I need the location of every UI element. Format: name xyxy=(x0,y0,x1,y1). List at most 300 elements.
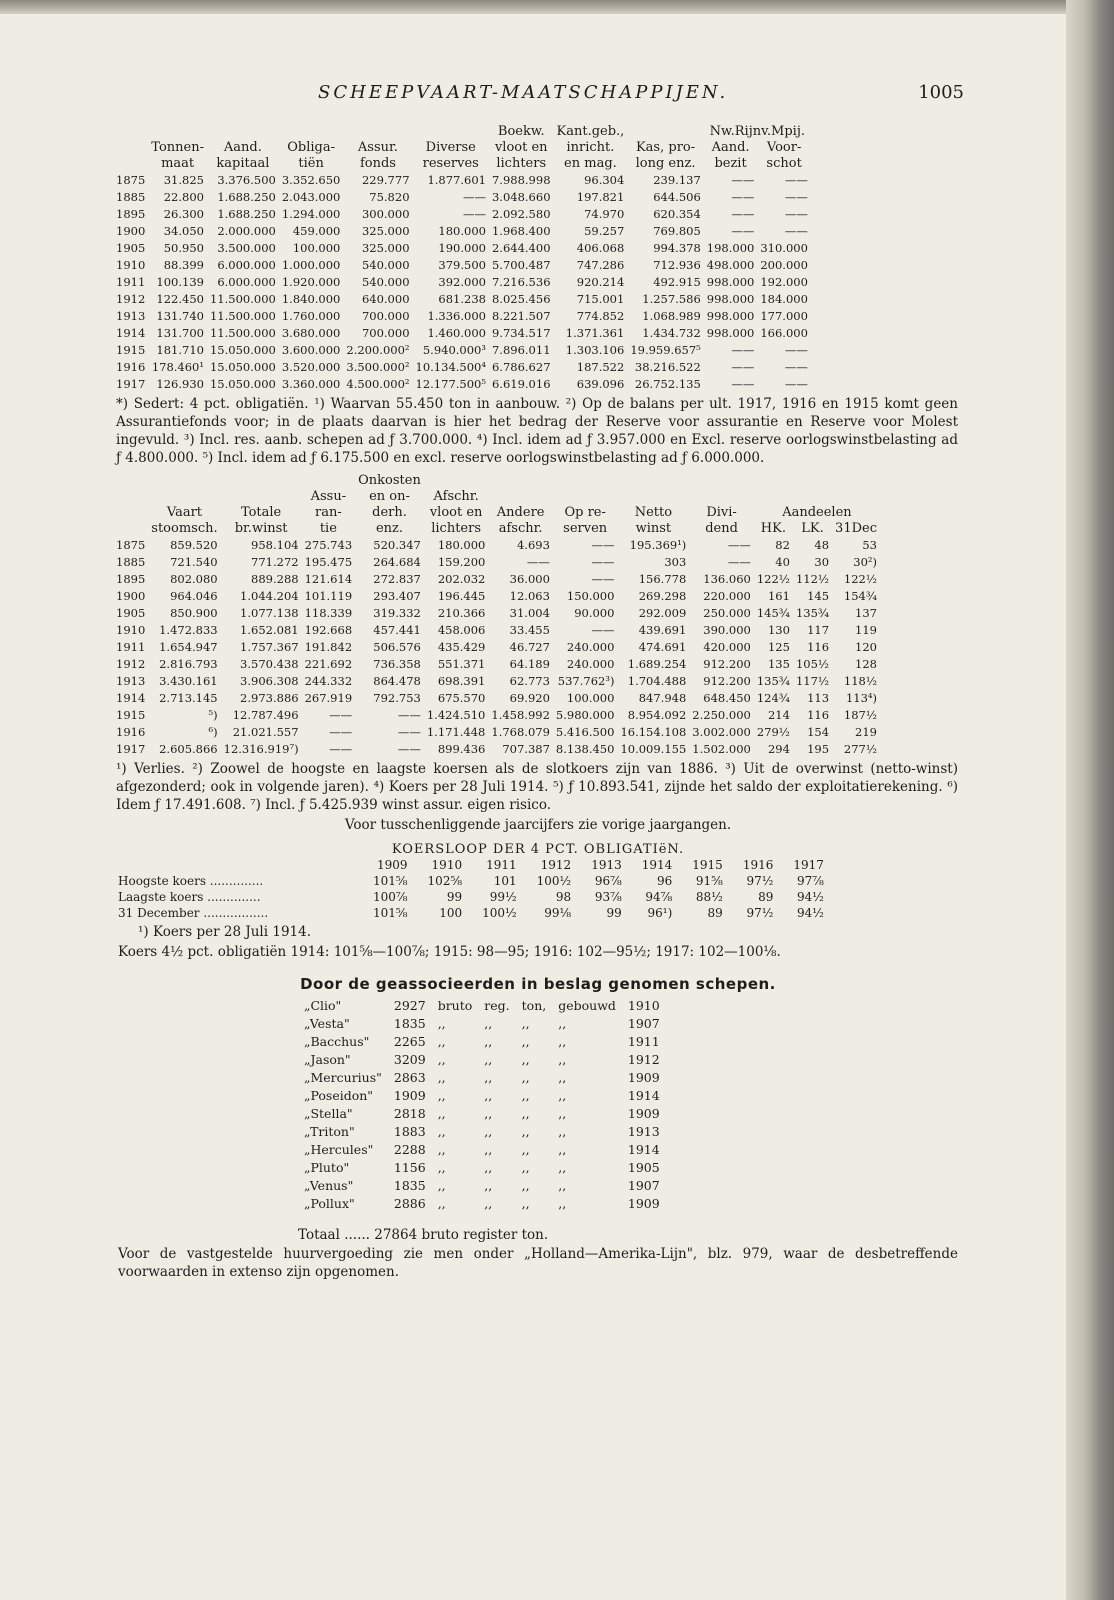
table-cell: 190.000 xyxy=(438,241,486,255)
table-cell: 1.336.000 xyxy=(427,309,486,323)
table-cell: 116 xyxy=(807,708,830,722)
ship-c1-cell: ,, xyxy=(437,1088,446,1103)
table-cell: 747.286 xyxy=(576,258,625,272)
table-cell: —— xyxy=(731,343,755,357)
ship-c2-cell: ,, xyxy=(484,1034,493,1049)
table-cell: 889.288 xyxy=(251,572,299,586)
table-cell: 792.753 xyxy=(373,691,421,705)
table-row xyxy=(116,359,811,376)
ship-c2-cell: ,, xyxy=(484,1052,493,1067)
ship-c4-cell: ,, xyxy=(558,1016,567,1031)
ship-c1-cell: bruto xyxy=(437,998,473,1013)
table-cell: 26.752.135 xyxy=(634,377,701,391)
table-cell: 7.988.998 xyxy=(491,173,551,187)
table-cell: 3.048.660 xyxy=(491,190,551,204)
table-cell: 864.478 xyxy=(373,674,421,688)
ship-c4-cell: ,, xyxy=(558,1196,567,1211)
bond-years-row xyxy=(118,857,834,873)
table-cell: 50.950 xyxy=(163,241,204,255)
table-cell: 912.200 xyxy=(703,657,751,671)
table-cell: 681.238 xyxy=(438,292,486,306)
ship-c4-cell: ,, xyxy=(558,1124,567,1139)
ship-c2-cell: reg. xyxy=(484,998,510,1013)
table-row xyxy=(116,274,811,291)
price-cell: 96¹) xyxy=(647,906,673,920)
table-cell: 2.605.866 xyxy=(159,742,218,756)
ship-c3-cell: ,, xyxy=(521,1088,530,1103)
table-cell: 101.119 xyxy=(304,589,353,603)
table-cell: 125 xyxy=(767,640,790,654)
year-cell: 1917 xyxy=(116,742,146,756)
balance-table-notes: *) Sedert: 4 pct. obligatiën. ¹) Waarvan 55.450 ton in aanbouw. ²) Op de balans per ult. 1917, 1916 en 1915 komt geen Assurantiefonds voor; in de plaats daarvan is hier het bedrag der Reserve voor assurantie en Reserve voor Molest ingevuld. ³) Incl. res. aanb. schepen ad ƒ 3.700.000. ⁴) Incl. idem ad ƒ 3.957.000 en Excl. reserve oorlogswinstbelasting ad ƒ 4.800.000. ⁵) Incl. idem ad ƒ 6.175.500 en excl. reserve oorlogswinstbelasting ad ƒ 6.000.000. xyxy=(116,396,958,466)
header-cell: HK. xyxy=(760,521,786,536)
page-content xyxy=(116,82,964,1283)
header-cell: Totale xyxy=(240,505,282,520)
header-cell xyxy=(116,489,148,505)
table-cell: —— xyxy=(591,538,615,552)
bond-price-note-2: Koers 4½ pct. obligatiën 1914: 101⅝—100⅞; 1915: 98—95; 1916: 102—95½; 1917: 102—100⅛. xyxy=(118,944,781,960)
header-cell: Aand. xyxy=(223,140,262,155)
row-label: 31 December ................. xyxy=(118,906,269,920)
table-cell: 100.000 xyxy=(566,691,615,705)
table-header-row xyxy=(116,473,892,489)
table-row xyxy=(116,707,892,724)
table-cell: 1.044.204 xyxy=(240,589,299,603)
table-cell: 192.000 xyxy=(760,275,808,289)
ship-c1-cell: ,, xyxy=(437,1178,446,1193)
table-cell: 1.472.833 xyxy=(159,623,218,637)
ship-year-cell: 1912 xyxy=(627,1052,660,1067)
ship-c3-cell: ,, xyxy=(521,1052,530,1067)
header-cell: vloot en xyxy=(429,505,483,520)
table-cell: 118.339 xyxy=(304,606,353,620)
table-cell: 899.436 xyxy=(437,742,486,756)
header-cell: Vaart xyxy=(166,505,203,520)
table-cell: 118½ xyxy=(843,674,877,688)
year-header: 1916 xyxy=(742,858,774,872)
ship-c2-cell: ,, xyxy=(484,1178,493,1193)
ship-year-cell: 1911 xyxy=(627,1034,660,1049)
table-cell: 1.877.601 xyxy=(427,173,486,187)
header-cell xyxy=(148,489,220,505)
year-cell: 1910 xyxy=(116,258,146,272)
year-cell: 1885 xyxy=(116,190,146,204)
table-cell: 122½ xyxy=(756,572,790,586)
table-cell: 325.000 xyxy=(361,241,410,255)
header-cell xyxy=(116,521,148,537)
table-cell: 1.502.000 xyxy=(692,742,751,756)
ship-c1-cell: ,, xyxy=(437,1052,446,1067)
header-cell xyxy=(424,473,489,489)
table-row xyxy=(116,325,811,342)
table-header-row xyxy=(116,156,811,172)
table-cell: 7.216.536 xyxy=(491,275,551,289)
year-cell: 1911 xyxy=(116,275,146,289)
table-cell: 15.050.000 xyxy=(209,360,276,374)
table-cell: 198.000 xyxy=(706,241,755,255)
header-cell: Obliga- xyxy=(287,140,335,155)
table-cell: 420.000 xyxy=(703,640,751,654)
table-cell: —— xyxy=(784,207,808,221)
ship-c1-cell: ,, xyxy=(437,1034,446,1049)
header-cell: Voor- xyxy=(766,140,802,155)
ship-year-cell: 1909 xyxy=(627,1106,660,1121)
header-cell: LK. xyxy=(801,521,824,536)
table-cell: 2.092.580 xyxy=(491,207,551,221)
price-cell: 88½ xyxy=(695,890,723,904)
table-cell: 1.768.079 xyxy=(491,725,550,739)
table-cell: 4.500.000² xyxy=(346,377,410,391)
header-cell: Tonnen- xyxy=(151,140,204,155)
table-cell: 8.954.092 xyxy=(627,708,687,722)
table-cell: 90.000 xyxy=(574,606,615,620)
table-cell: 310.000 xyxy=(760,241,808,255)
table-row xyxy=(116,308,811,325)
year-cell: 1913 xyxy=(116,674,146,688)
table-cell: 30²) xyxy=(853,555,877,569)
table-cell: 12.063 xyxy=(509,589,550,603)
table-cell: —— xyxy=(731,207,755,221)
table-cell: 707.387 xyxy=(502,742,550,756)
header-cell: ran- xyxy=(314,505,342,520)
ship-c1-cell: ,, xyxy=(437,1106,446,1121)
table-cell: —— xyxy=(397,742,421,756)
table-cell: 244.332 xyxy=(304,674,353,688)
price-cell: 100⅞ xyxy=(373,890,408,904)
price-cell: 100 xyxy=(439,906,463,920)
year-cell: 1905 xyxy=(116,606,146,620)
table-cell: 6.786.627 xyxy=(491,360,551,374)
table-cell: 639.096 xyxy=(576,377,625,391)
table-cell: 240.000 xyxy=(566,657,615,671)
seized-ships-total: Totaal ...... 27864 bruto register ton. xyxy=(298,1227,549,1243)
table-header-row xyxy=(116,505,892,521)
table-cell: 219 xyxy=(855,725,877,739)
table-cell: 210.366 xyxy=(437,606,486,620)
table-cell: 40 xyxy=(775,555,790,569)
table-cell: 648.450 xyxy=(703,691,751,705)
price-cell: 93⅞ xyxy=(594,890,622,904)
table-cell: 3.500.000² xyxy=(346,360,410,374)
table-cell: —— xyxy=(784,224,808,238)
ship-c2-cell: ,, xyxy=(484,1070,493,1085)
year-cell: 1895 xyxy=(116,207,146,221)
row-label: Laagste koers .............. xyxy=(118,890,261,904)
table-cell: 31.004 xyxy=(509,606,550,620)
ship-c3-cell: ,, xyxy=(521,1178,530,1193)
header-cell xyxy=(116,140,148,156)
table-cell: 12.787.496 xyxy=(232,708,299,722)
price-cell: 94⅞ xyxy=(645,890,673,904)
year-header: 1910 xyxy=(431,858,463,872)
table-cell: 700.000 xyxy=(361,309,410,323)
table-row xyxy=(116,342,811,359)
ship-c4-cell: gebouwd xyxy=(558,998,616,1013)
header-cell: enz. xyxy=(375,521,404,536)
price-cell: 99½ xyxy=(489,890,517,904)
ship-c4-cell: ,, xyxy=(558,1034,567,1049)
year-header: 1913 xyxy=(591,858,622,872)
table-row xyxy=(116,189,811,206)
page-top-edge xyxy=(0,0,1114,14)
header-cell: Aandeelen xyxy=(782,505,852,520)
ship-year-cell: 1907 xyxy=(627,1178,660,1193)
table-cell: —— xyxy=(329,708,353,722)
header-cell: Andere xyxy=(496,505,545,520)
table-cell: 644.506 xyxy=(653,190,701,204)
table-cell: 7.896.011 xyxy=(491,343,551,357)
bond-price-row xyxy=(118,873,834,889)
ship-c4-cell: ,, xyxy=(558,1160,567,1175)
header-cell xyxy=(754,489,793,505)
table-cell: 435.429 xyxy=(437,640,486,654)
table-cell: 178.460¹ xyxy=(151,360,204,374)
price-cell: 97½ xyxy=(746,874,774,888)
table-cell: 1.654.947 xyxy=(159,640,218,654)
table-cell: 520.347 xyxy=(373,538,421,552)
table-cell: 2.816.793 xyxy=(159,657,218,671)
table-cell: 36.000 xyxy=(509,572,550,586)
table-cell: 184.000 xyxy=(760,292,808,306)
table-cell: 239.137 xyxy=(653,173,701,187)
table-cell: 166.000 xyxy=(760,326,808,340)
table-cell: —— xyxy=(591,555,615,569)
table-cell: 8.138.450 xyxy=(555,742,615,756)
table-cell: 540.000 xyxy=(361,275,410,289)
year-cell: 1916 xyxy=(116,725,146,739)
ship-name-cell: „Stella" xyxy=(304,1106,353,1121)
table-cell: 3.430.161 xyxy=(159,674,218,688)
table-cell: 319.332 xyxy=(373,606,421,620)
ship-name-cell: „Triton" xyxy=(304,1124,355,1139)
table-row xyxy=(116,673,892,690)
header-cell xyxy=(488,489,553,505)
year-header: 1917 xyxy=(793,858,824,872)
table-cell: 6.000.000 xyxy=(217,275,276,289)
table-row xyxy=(116,206,811,223)
table-cell: 3.680.000 xyxy=(281,326,341,340)
table-cell: 116 xyxy=(807,640,830,654)
year-header: 1911 xyxy=(486,858,517,872)
table-cell: 48 xyxy=(814,538,830,552)
table-cell: 21.021.557 xyxy=(232,725,299,739)
table-cell: 1.757.367 xyxy=(240,640,299,654)
header-cell xyxy=(116,124,148,140)
table-cell: 2.000.000 xyxy=(217,224,276,238)
table-cell: 128 xyxy=(855,657,877,671)
header-cell xyxy=(116,156,148,172)
ship-c1-cell: ,, xyxy=(437,1160,446,1175)
ship-c2-cell: ,, xyxy=(484,1142,493,1157)
table-cell: 22.800 xyxy=(163,190,204,204)
table-cell: 130 xyxy=(767,623,790,637)
table-cell: —— xyxy=(397,708,421,722)
ship-name-cell: „Jason" xyxy=(304,1052,351,1067)
ship-c3-cell: ,, xyxy=(521,1106,530,1121)
ship-c4-cell: ,, xyxy=(558,1052,567,1067)
ship-c2-cell: ,, xyxy=(484,1106,493,1121)
header-cell: kapitaal xyxy=(216,156,270,171)
ship-c4-cell: ,, xyxy=(558,1088,567,1103)
table-cell: 19.959.657⁵ xyxy=(630,343,701,357)
ship-row xyxy=(298,1069,666,1087)
table-cell: 994.378 xyxy=(653,241,701,255)
table-cell: 498.000 xyxy=(706,258,755,272)
table-cell: —— xyxy=(397,725,421,739)
table-cell: 100.139 xyxy=(156,275,204,289)
ship-year-cell: 1909 xyxy=(627,1070,660,1085)
table-cell: 119 xyxy=(855,623,877,637)
price-cell: 102⅝ xyxy=(427,874,463,888)
table-header-row xyxy=(116,521,892,537)
table-cell: —— xyxy=(329,742,353,756)
bond-price-row xyxy=(118,905,834,921)
table-cell: 100.000 xyxy=(292,241,341,255)
header-cell: fonds xyxy=(359,156,396,171)
header-cell: Onkosten xyxy=(358,473,421,488)
table-cell: 3.360.000 xyxy=(281,377,341,391)
ship-name-cell: „Vesta" xyxy=(304,1016,350,1031)
table-cell: 197.821 xyxy=(576,190,625,204)
table-row xyxy=(116,240,811,257)
table-cell: 137 xyxy=(855,606,877,620)
ship-c1-cell: ,, xyxy=(437,1142,446,1157)
table-cell: —— xyxy=(591,572,615,586)
header-cell: schot xyxy=(766,156,802,171)
table-cell: 202.032 xyxy=(437,572,486,586)
table-cell: 2.200.000² xyxy=(346,343,410,357)
table-cell: 220.000 xyxy=(703,589,751,603)
ship-year-cell: 1914 xyxy=(627,1088,660,1103)
table-row xyxy=(116,537,892,554)
year-cell: 1900 xyxy=(116,224,146,238)
table-cell: 458.006 xyxy=(437,623,486,637)
header-cell xyxy=(832,473,880,489)
header-cell xyxy=(488,473,553,489)
table-cell: 551.371 xyxy=(437,657,486,671)
table-cell: 998.000 xyxy=(706,292,755,306)
ship-c3-cell: ,, xyxy=(521,1124,530,1139)
table-cell: 3.570.438 xyxy=(240,657,299,671)
table-cell: 292.009 xyxy=(638,606,687,620)
table-cell: —— xyxy=(526,555,550,569)
page-number: 1005 xyxy=(918,82,964,103)
table-row xyxy=(116,376,811,393)
table-cell: 459.000 xyxy=(292,224,341,238)
table-cell: 736.358 xyxy=(373,657,421,671)
price-cell: 99⅛ xyxy=(544,906,572,920)
header-cell xyxy=(207,124,279,140)
ship-name-cell: „Clio" xyxy=(304,998,342,1013)
table-cell: 300.000 xyxy=(361,207,410,221)
header-cell: Kas, pro- xyxy=(635,140,696,155)
price-cell: 91⅝ xyxy=(695,874,723,888)
table-cell: 135 xyxy=(767,657,790,671)
ship-tons-cell: 2927 xyxy=(393,998,426,1013)
header-cell xyxy=(793,489,832,505)
table-cell: 200.000 xyxy=(760,258,808,272)
year-cell: 1917 xyxy=(116,377,146,391)
year-cell: 1905 xyxy=(116,241,146,255)
table-cell: 4.693 xyxy=(516,538,550,552)
ship-c1-cell: ,, xyxy=(437,1070,446,1085)
row-label: Hoogste koers .............. xyxy=(118,874,264,888)
ship-year-cell: 1907 xyxy=(627,1016,660,1031)
table-cell: 769.805 xyxy=(653,224,701,238)
header-cell xyxy=(221,489,302,505)
footer-note: Voor de vastgestelde huurvergoeding zie men onder „Holland—Amerika-Lijn", blz. 979, waar de desbetreffende voorwaarden in extenso zijn opgenomen. xyxy=(118,1246,958,1280)
ship-year-cell: 1910 xyxy=(627,998,660,1013)
year-cell: 1913 xyxy=(116,309,146,323)
ship-tons-cell: 3209 xyxy=(393,1052,426,1067)
ship-row xyxy=(298,1105,666,1123)
header-cell xyxy=(116,473,148,489)
table-cell: 150.000 xyxy=(566,589,615,603)
year-cell: 1912 xyxy=(116,657,146,671)
table-cell: 62.773 xyxy=(509,674,550,688)
header-cell: maat xyxy=(161,156,195,171)
table-cell: 406.068 xyxy=(576,241,625,255)
header-cell xyxy=(832,489,880,505)
table-cell: 721.540 xyxy=(170,555,218,569)
ship-year-cell: 1913 xyxy=(627,1124,660,1139)
ship-row xyxy=(298,1195,666,1213)
table-cell: —— xyxy=(462,190,486,204)
table-cell: 958.104 xyxy=(251,538,299,552)
table-cell: 250.000 xyxy=(703,606,751,620)
ship-tons-cell: 2265 xyxy=(393,1034,426,1049)
table-cell: 1.688.250 xyxy=(217,190,276,204)
table-cell: 675.570 xyxy=(437,691,486,705)
table-cell: 8.221.507 xyxy=(491,309,551,323)
table-cell: 131.700 xyxy=(156,326,204,340)
table-cell: 5.940.000³ xyxy=(422,343,486,357)
table-cell: 540.000 xyxy=(361,258,410,272)
table-cell: 16.154.108 xyxy=(620,725,687,739)
header-cell xyxy=(302,473,356,489)
ship-c3-cell: ,, xyxy=(521,1070,530,1085)
table-cell: 9.734.517 xyxy=(491,326,551,340)
table-row xyxy=(116,724,892,741)
table-cell: 2.713.145 xyxy=(159,691,218,705)
table-cell: 1.303.106 xyxy=(565,343,625,357)
header-cell: Afschr. xyxy=(433,489,479,504)
table-cell: 26.300 xyxy=(163,207,204,221)
table-cell: 1.688.250 xyxy=(217,207,276,221)
table-cell: 195 xyxy=(807,742,830,756)
ship-tons-cell: 2886 xyxy=(393,1196,426,1211)
table-cell: 1.840.000 xyxy=(281,292,341,306)
table-cell: 1.704.488 xyxy=(627,674,687,688)
year-cell: 1915 xyxy=(116,343,146,357)
header-cell: stoomsch. xyxy=(151,521,218,536)
table-cell: 124¾ xyxy=(756,691,790,705)
table-cell: 11.500.000 xyxy=(209,326,276,340)
table-cell: 11.500.000 xyxy=(209,309,276,323)
header-cell xyxy=(886,505,892,521)
table-cell: 379.500 xyxy=(438,258,486,272)
ship-tons-cell: 2288 xyxy=(393,1142,426,1157)
table-cell: 214 xyxy=(767,708,790,722)
header-cell: Aand. xyxy=(711,140,750,155)
header-cell xyxy=(617,473,689,489)
ship-row xyxy=(298,1141,666,1159)
header-cell: inricht. xyxy=(566,140,615,155)
table-cell: 2.043.000 xyxy=(281,190,341,204)
table-cell: 279½ xyxy=(756,725,790,739)
table-header-row xyxy=(116,140,811,156)
table-cell: 192.668 xyxy=(304,623,353,637)
